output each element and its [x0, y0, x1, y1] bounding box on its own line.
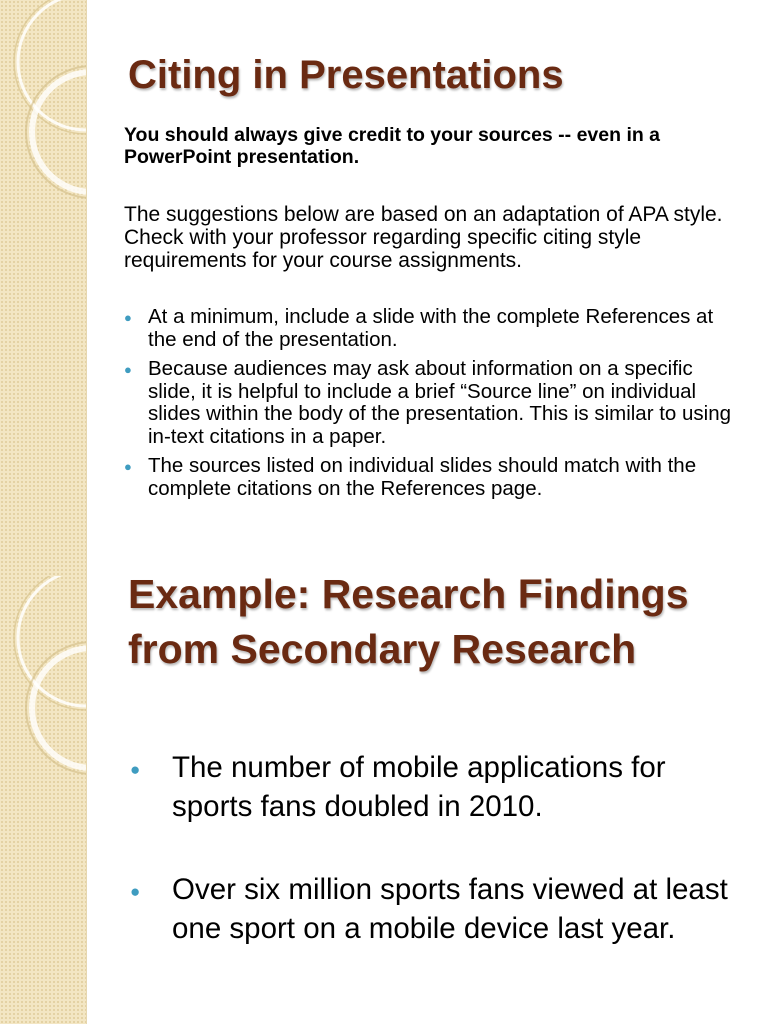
list-item [124, 455, 744, 500]
intro-statement: You should always give credit to your sources -- even in a PowerPoint presentation. [124, 124, 661, 168]
bullet-list [126, 748, 746, 992]
list-item [126, 748, 746, 826]
list-item-text: Because audiences may ask about information on a specific slide, it is helpful to include a brief “Source line” on individual slides within the body of the presentation. This is similar to using in-text citations in a paper. [148, 357, 732, 448]
slide-title: Example: Research Findings from Secondary Research [128, 571, 689, 672]
decorative-rings-icon [0, 0, 86, 576]
bullet-dot-icon: ● [124, 362, 132, 377]
decorative-side-strip [0, 576, 87, 1024]
list-item-text: The number of mobile applications for sports fans doubled in 2010. [172, 751, 666, 823]
slide-title: Citing in Presentations [128, 53, 564, 97]
bullet-dot-icon: ● [124, 459, 132, 474]
list-item-text: The sources listed on individual slides should match with the complete citations on the References page. [148, 454, 697, 500]
intro-paragraph: The suggestions below are based on an adaptation of APA style. Check with your professor regarding specific citing style requirements for your course assignments. [124, 203, 723, 272]
decorative-rings-icon [0, 576, 86, 1024]
bullet-dot-icon: ● [130, 882, 141, 901]
decorative-side-strip [0, 0, 87, 576]
list-item [124, 306, 744, 351]
list-item-text: At a minimum, include a slide with the complete References at the end of the presentation. [148, 305, 714, 351]
bullet-dot-icon: ● [124, 310, 132, 325]
bullet-dot-icon: ● [130, 760, 141, 779]
list-item-text: Over six million sports fans viewed at least one sport on a mobile device last year. [172, 873, 728, 945]
list-item [126, 870, 746, 948]
bullet-list [124, 306, 744, 507]
list-item [124, 358, 744, 448]
